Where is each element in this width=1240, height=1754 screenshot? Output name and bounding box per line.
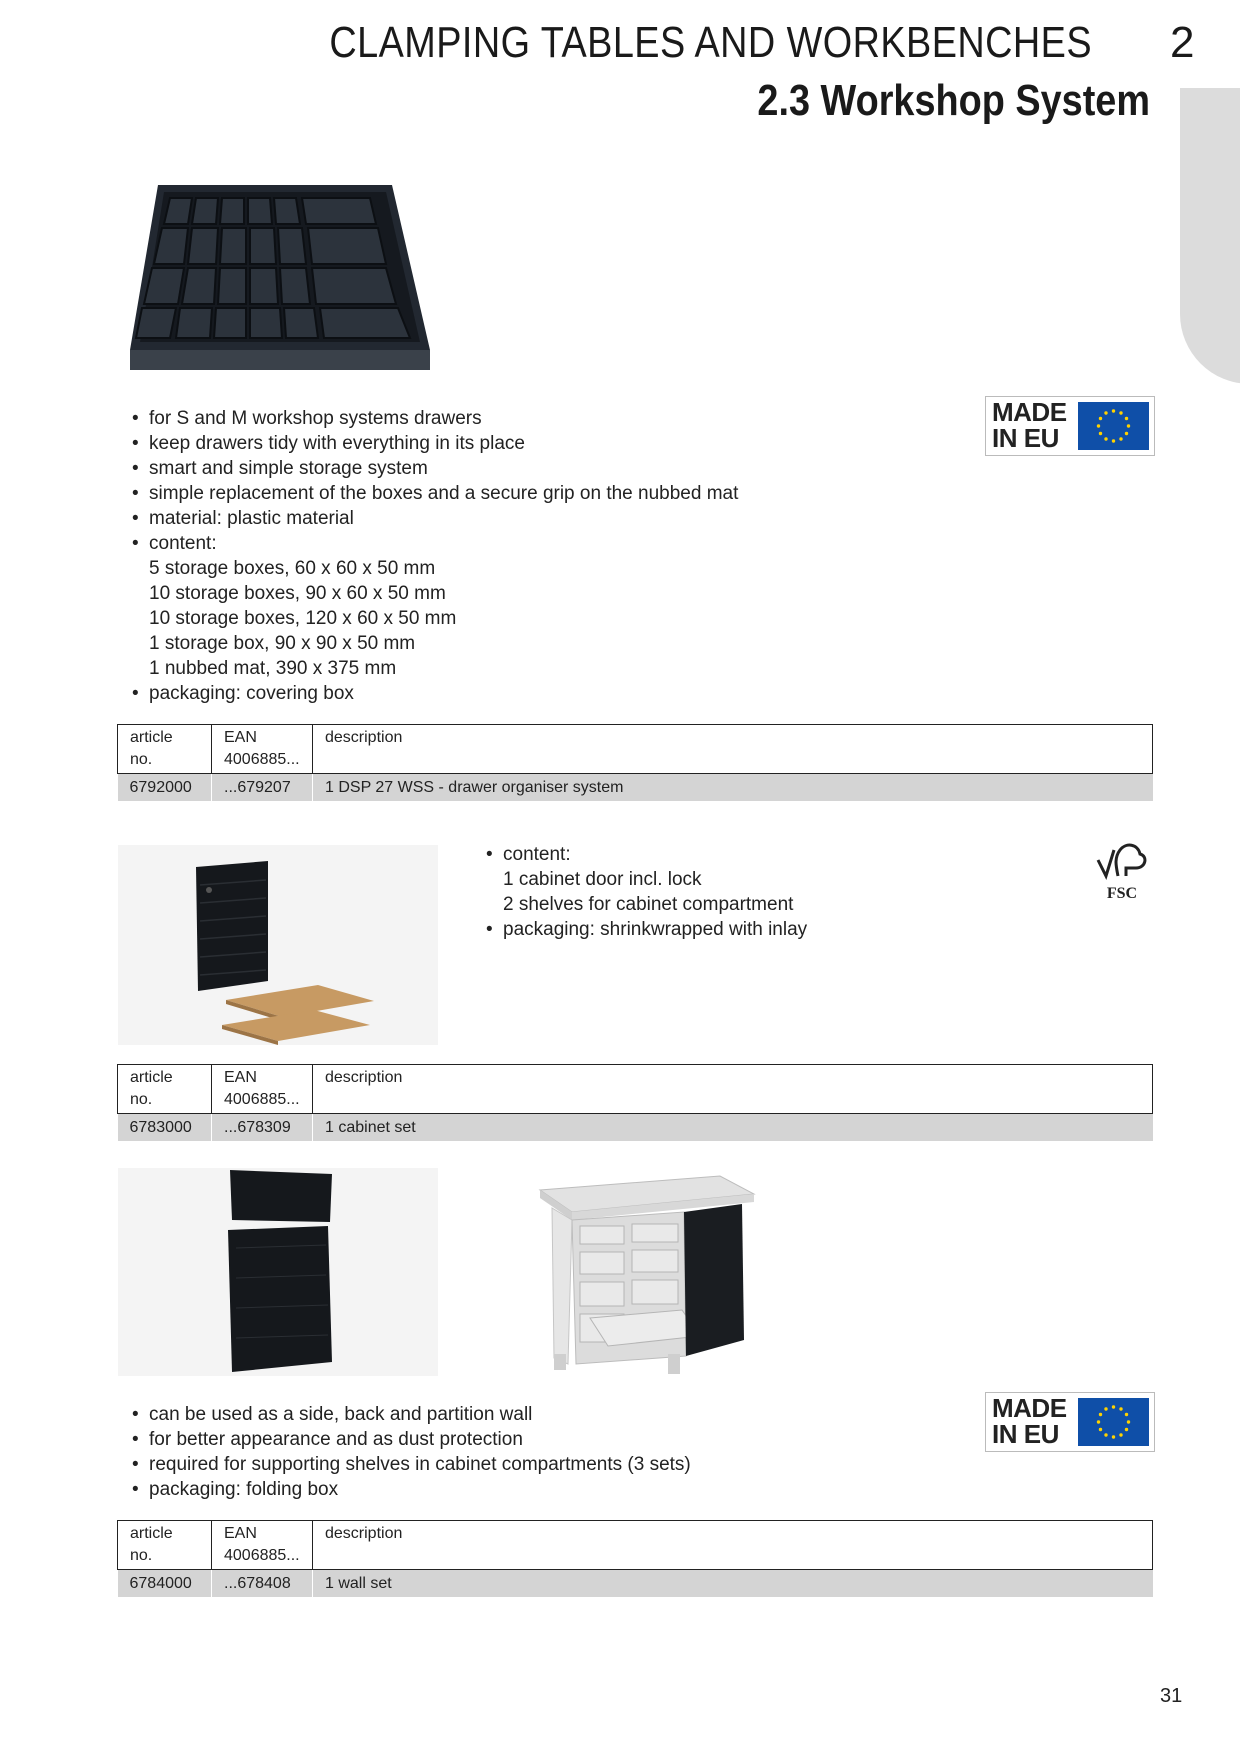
- chapter-title: CLAMPING TABLES AND WORKBENCHES: [329, 18, 1092, 67]
- product-1-table: [117, 724, 1153, 801]
- content-line: 1 cabinet door incl. lock: [503, 869, 702, 890]
- workbench-image: [532, 1168, 762, 1380]
- cell-article-no: 6784000: [118, 1570, 212, 1598]
- list-item: • required for supporting shelves in cabinet compartments (3 sets): [118, 1452, 878, 1477]
- table-row: [118, 774, 1153, 802]
- content-line: 10 storage boxes, 120 x 60 x 50 mm: [149, 608, 457, 629]
- list-item: • packaging: folding box: [118, 1477, 878, 1502]
- table-header-row: [118, 1065, 1153, 1114]
- wall-set-image: [118, 1168, 438, 1376]
- content-line: 1 storage box, 90 x 90 x 50 mm: [149, 633, 416, 654]
- header-ean: EAN 4006885...: [212, 725, 313, 774]
- made-line: MADE: [992, 397, 1067, 427]
- eu-flag-icon: [1078, 402, 1149, 450]
- content-line: 2 shelves for cabinet compartment: [503, 894, 794, 915]
- cabinet-set-image: [118, 845, 438, 1045]
- content-line: 1 nubbed mat, 390 x 375 mm: [149, 658, 397, 679]
- header-description: description: [313, 725, 1153, 774]
- list-item: • for S and M workshop systems drawers: [118, 406, 878, 431]
- list-item: • content:: [472, 842, 992, 867]
- in-eu-line: IN EU: [992, 1419, 1059, 1449]
- made-line: MADE: [992, 1393, 1067, 1423]
- header-ean: EAN 4006885...: [212, 1065, 313, 1114]
- content-line: 10 storage boxes, 90 x 60 x 50 mm: [149, 583, 446, 604]
- header-description: description: [313, 1521, 1153, 1570]
- cell-ean: ...678408: [212, 1570, 313, 1598]
- cell-article-no: 6792000: [118, 774, 212, 802]
- header-article-no: article no.: [118, 1065, 212, 1114]
- product-3-features: [118, 1402, 878, 1502]
- cell-description: 1 wall set: [313, 1570, 1153, 1598]
- cell-description: 1 cabinet set: [313, 1114, 1153, 1142]
- list-item: • material: plastic material: [118, 506, 878, 531]
- list-item: • keep drawers tidy with everything in its place: [118, 431, 878, 456]
- table-header-row: [118, 725, 1153, 774]
- made-in-eu-badge: [985, 1392, 1155, 1452]
- list-item: • packaging: covering box: [118, 681, 878, 706]
- product-2-features: [472, 842, 992, 942]
- cell-ean: ...678309: [212, 1114, 313, 1142]
- section-title: 2.3 Workshop System: [757, 76, 1150, 125]
- chapter-side-tab: [1180, 88, 1240, 384]
- in-eu-line: IN EU: [992, 423, 1059, 453]
- cell-ean: ...679207: [212, 774, 313, 802]
- list-item: • for better appearance and as dust protection: [118, 1427, 878, 1452]
- header-ean: EAN 4006885...: [212, 1521, 313, 1570]
- cell-description: 1 DSP 27 WSS - drawer organiser system: [313, 774, 1153, 802]
- cell-article-no: 6783000: [118, 1114, 212, 1142]
- list-item: • can be used as a side, back and partition wall: [118, 1402, 878, 1427]
- chapter-number: 2: [1170, 18, 1195, 67]
- fsc-label: FSC: [1106, 885, 1138, 902]
- page-number: 31: [1160, 1685, 1183, 1707]
- product-1-features: [118, 406, 878, 706]
- list-item: • content:: [118, 531, 878, 556]
- eu-flag-icon: [1078, 1398, 1149, 1446]
- product-2-table: [117, 1064, 1153, 1141]
- header-article-no: article no.: [118, 725, 212, 774]
- table-row: [118, 1570, 1153, 1598]
- table-row: [118, 1114, 1153, 1142]
- fsc-tree-icon: [1090, 840, 1154, 880]
- list-item: • packaging: shrinkwrapped with inlay: [472, 917, 992, 942]
- list-item: • smart and simple storage system: [118, 456, 878, 481]
- list-item: • simple replacement of the boxes and a secure grip on the nubbed mat: [118, 481, 878, 506]
- content-line: 5 storage boxes, 60 x 60 x 50 mm: [149, 558, 436, 579]
- product-3-table: [117, 1520, 1153, 1597]
- drawer-organiser-image: [130, 180, 430, 375]
- header-article-no: article no.: [118, 1521, 212, 1570]
- header-description: description: [313, 1065, 1153, 1114]
- made-in-eu-badge: [985, 396, 1155, 456]
- fsc-logo: [1090, 840, 1154, 908]
- table-header-row: [118, 1521, 1153, 1570]
